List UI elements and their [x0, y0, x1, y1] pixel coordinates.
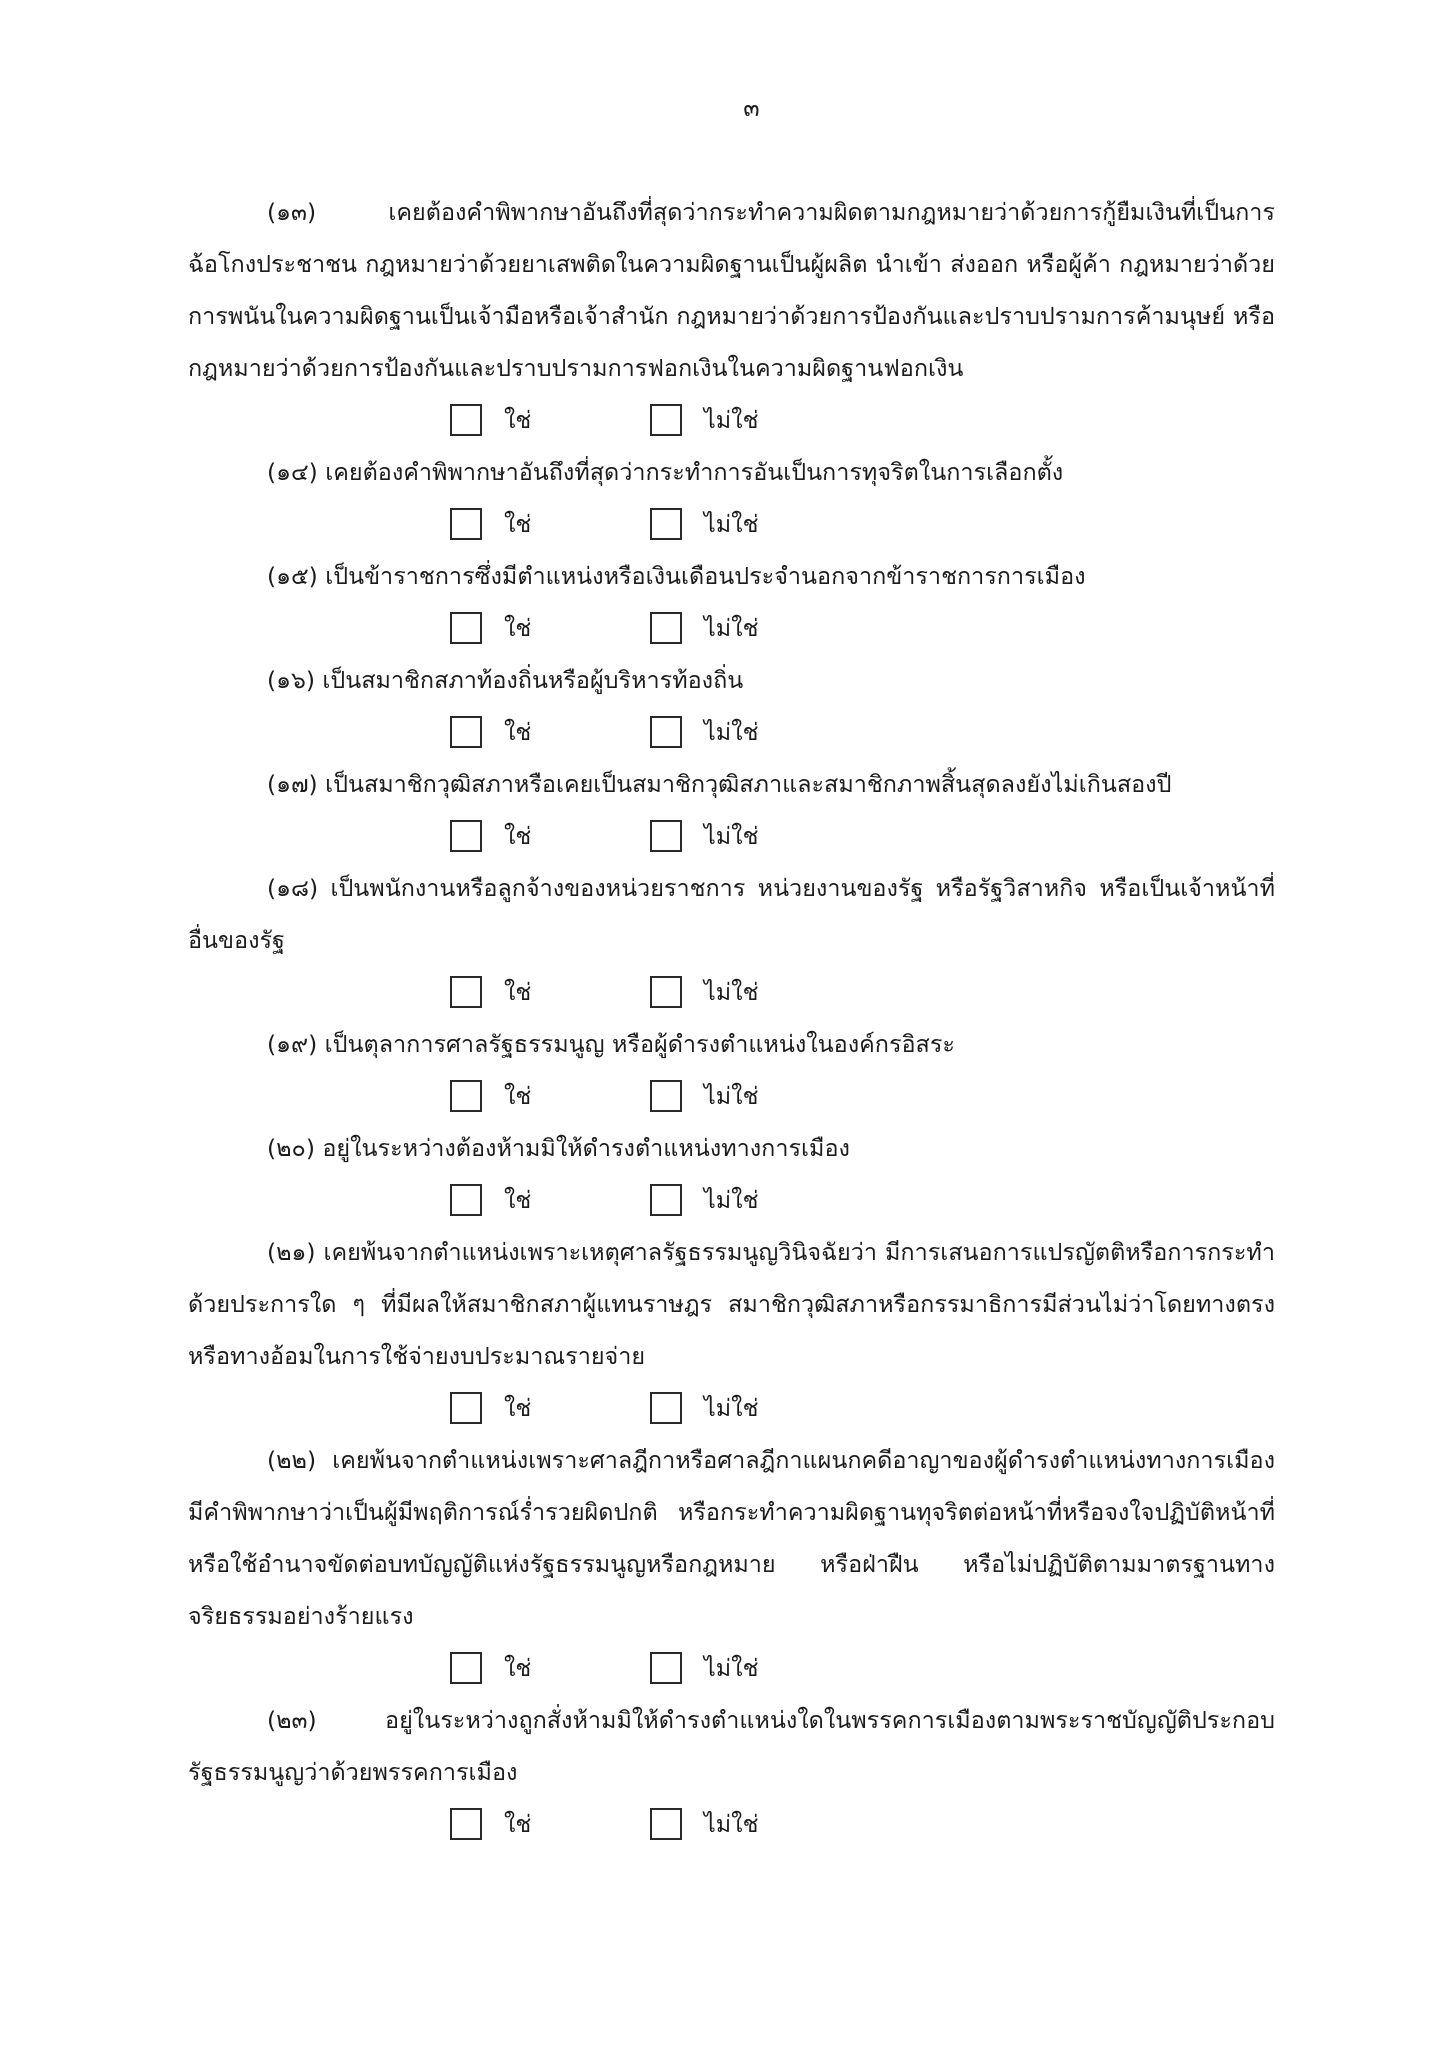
- no-label: ไม่ใช่: [704, 406, 759, 434]
- yes-label: ใช่: [504, 1810, 532, 1838]
- no-label: ไม่ใช่: [704, 1810, 759, 1838]
- answer-options: [188, 1642, 1275, 1694]
- no-option[interactable]: [650, 1388, 758, 1428]
- question-item-18: [188, 862, 1275, 1018]
- no-checkbox[interactable]: [650, 1808, 682, 1840]
- no-label: ไม่ใช่: [704, 978, 759, 1006]
- yes-option[interactable]: [450, 608, 531, 648]
- yes-option[interactable]: [450, 1804, 531, 1844]
- question-text: (๑๖) เป็นสมาชิกสภาท้องถิ่นหรือผู้บริหารท้องถิ่น: [267, 666, 744, 694]
- question-item-19: [188, 1018, 1275, 1122]
- no-option[interactable]: [650, 1804, 758, 1844]
- answer-options: [188, 394, 1275, 446]
- yes-checkbox[interactable]: [450, 820, 482, 852]
- question-item-14: [188, 446, 1275, 550]
- yes-checkbox[interactable]: [450, 404, 482, 436]
- yes-checkbox[interactable]: [450, 1652, 482, 1684]
- no-option[interactable]: [650, 608, 758, 648]
- yes-label: ใช่: [504, 1394, 532, 1422]
- yes-checkbox[interactable]: [450, 1080, 482, 1112]
- no-label: ไม่ใช่: [704, 1186, 759, 1214]
- answer-options: [188, 1174, 1275, 1226]
- no-label: ไม่ใช่: [704, 1082, 759, 1110]
- no-checkbox[interactable]: [650, 612, 682, 644]
- question-item-23: [188, 1694, 1275, 1850]
- no-label: ไม่ใช่: [704, 510, 759, 538]
- yes-label: ใช่: [504, 978, 532, 1006]
- question-text: (๑๗) เป็นสมาชิกวุฒิสภาหรือเคยเป็นสมาชิกวุฒิสภาและสมาชิกภาพสิ้นสุดลงยังไม่เกินสองปี: [267, 770, 1172, 798]
- no-label: ไม่ใช่: [704, 1394, 759, 1422]
- question-text: (๑๘) เป็นพนักงานหรือลูกจ้างของหน่วยราชการ หน่วยงานของรัฐ หรือรัฐวิสาหกิจ หรือเป็นเจ้าหน้าที่อื่นของรัฐ: [188, 874, 1275, 954]
- no-checkbox[interactable]: [650, 1080, 682, 1112]
- yes-checkbox[interactable]: [450, 716, 482, 748]
- question-text: (๒๓) อยู่ในระหว่างถูกสั่งห้ามมิให้ดำรงตำแหน่งใดในพรรคการเมืองตามพระราชบัญญัติประกอบรัฐธรรมนูญว่าด้วยพรรคการเมือง: [188, 1706, 1275, 1786]
- no-checkbox[interactable]: [650, 508, 682, 540]
- no-option[interactable]: [650, 972, 758, 1012]
- no-option[interactable]: [650, 712, 758, 752]
- answer-options: [188, 1070, 1275, 1122]
- question-text: (๒๒) เคยพ้นจากตำแหน่งเพราะศาลฎีกาหรือศาลฎีกาแผนกคดีอาญาของผู้ดำรงตำแหน่งทางการเมืองมีคำพิพากษาว่าเป็นผู้มีพฤติการณ์ร่ำรวยผิดปกติ หรือกระทำความผิดฐานทุจริตต่อหน้าที่หรือจงใจปฏิบัติหน้าที่หรือใช้อำนาจขัดต่อบทบัญญัติแห่งรัฐธรรมนูญหรือกฎหมาย หรือฝ่าฝืน หรือไม่ปฏิบัติตามมาตรฐานทางจริยธรรมอย่างร้ายแรง: [188, 1446, 1275, 1630]
- no-option[interactable]: [650, 400, 758, 440]
- yes-option[interactable]: [450, 1076, 531, 1116]
- question-text: (๒๐) อยู่ในระหว่างต้องห้ามมิให้ดำรงตำแหน่งทางการเมือง: [267, 1134, 850, 1162]
- question-text: (๑๕) เป็นข้าราชการซึ่งมีตำแหน่งหรือเงินเดือนประจำนอกจากข้าราชการการเมือง: [267, 562, 1086, 590]
- no-checkbox[interactable]: [650, 1652, 682, 1684]
- no-label: ไม่ใช่: [704, 1654, 759, 1682]
- yes-label: ใช่: [504, 1654, 532, 1682]
- no-checkbox[interactable]: [650, 1184, 682, 1216]
- question-item-20: [188, 1122, 1275, 1226]
- yes-label: ใช่: [504, 1082, 532, 1110]
- question-item-16: [188, 654, 1275, 758]
- question-list: [188, 186, 1275, 1850]
- no-option[interactable]: [650, 504, 758, 544]
- no-checkbox[interactable]: [650, 820, 682, 852]
- answer-options: [188, 706, 1275, 758]
- answer-options: [188, 1798, 1275, 1850]
- yes-checkbox[interactable]: [450, 976, 482, 1008]
- question-item-21: [188, 1226, 1275, 1434]
- question-item-13: [188, 186, 1275, 446]
- yes-label: ใช่: [504, 614, 532, 642]
- yes-option[interactable]: [450, 1648, 531, 1688]
- question-text: (๑๓) เคยต้องคำพิพากษาอันถึงที่สุดว่ากระทำความผิดตามกฎหมายว่าด้วยการกู้ยืมเงินที่เป็นการฉ้อโกงประชาชน กฎหมายว่าด้วยยาเสพติดในความผิดฐานเป็นผู้ผลิต นำเข้า ส่งออก หรือผู้ค้า กฎหมายว่าด้วยการพนันในความผิดฐานเป็นเจ้ามือหรือเจ้าสำนัก กฎหมายว่าด้วยการป้องกันและปราบปรามการค้ามนุษย์ หรือกฎหมายว่าด้วยการป้องกันและปราบปรามการฟอกเงินในความผิดฐานฟอกเงิน: [188, 198, 1275, 382]
- yes-checkbox[interactable]: [450, 612, 482, 644]
- no-label: ไม่ใช่: [704, 614, 759, 642]
- yes-label: ใช่: [504, 1186, 532, 1214]
- no-label: ไม่ใช่: [704, 718, 759, 746]
- no-label: ไม่ใช่: [704, 822, 759, 850]
- no-option[interactable]: [650, 1648, 758, 1688]
- yes-option[interactable]: [450, 712, 531, 752]
- page-number: ๓: [743, 94, 760, 122]
- yes-checkbox[interactable]: [450, 508, 482, 540]
- answer-options: [188, 810, 1275, 862]
- yes-label: ใช่: [504, 406, 532, 434]
- yes-option[interactable]: [450, 400, 531, 440]
- question-text: (๒๑) เคยพ้นจากตำแหน่งเพราะเหตุศาลรัฐธรรมนูญวินิจฉัยว่า มีการเสนอการแปรญัตติหรือการกระทำด้วยประการใด ๆ ที่มีผลให้สมาชิกสภาผู้แทนราษฎร สมาชิกวุฒิสภาหรือกรรมาธิการมีส่วนไม่ว่าโดยทางตรงหรือทางอ้อมในการใช้จ่ายงบประมาณรายจ่าย: [188, 1238, 1275, 1370]
- no-option[interactable]: [650, 1180, 758, 1220]
- no-option[interactable]: [650, 1076, 758, 1116]
- question-text: (๑๔) เคยต้องคำพิพากษาอันถึงที่สุดว่ากระทำการอันเป็นการทุจริตในการเลือกตั้ง: [267, 458, 1064, 486]
- yes-checkbox[interactable]: [450, 1184, 482, 1216]
- yes-label: ใช่: [504, 718, 532, 746]
- yes-checkbox[interactable]: [450, 1392, 482, 1424]
- yes-option[interactable]: [450, 816, 531, 856]
- question-text: (๑๙) เป็นตุลาการศาลรัฐธรรมนูญ หรือผู้ดำรงตำแหน่งในองค์กรอิสระ: [267, 1030, 955, 1058]
- no-option[interactable]: [650, 816, 758, 856]
- yes-option[interactable]: [450, 1180, 531, 1220]
- answer-options: [188, 602, 1275, 654]
- yes-option[interactable]: [450, 1388, 531, 1428]
- question-item-15: [188, 550, 1275, 654]
- no-checkbox[interactable]: [650, 1392, 682, 1424]
- answer-options: [188, 1382, 1275, 1434]
- no-checkbox[interactable]: [650, 716, 682, 748]
- no-checkbox[interactable]: [650, 404, 682, 436]
- answer-options: [188, 498, 1275, 550]
- yes-checkbox[interactable]: [450, 1808, 482, 1840]
- yes-option[interactable]: [450, 972, 531, 1012]
- no-checkbox[interactable]: [650, 976, 682, 1008]
- question-item-22: [188, 1434, 1275, 1694]
- question-item-17: [188, 758, 1275, 862]
- yes-option[interactable]: [450, 504, 531, 544]
- yes-label: ใช่: [504, 510, 532, 538]
- yes-label: ใช่: [504, 822, 532, 850]
- answer-options: [188, 966, 1275, 1018]
